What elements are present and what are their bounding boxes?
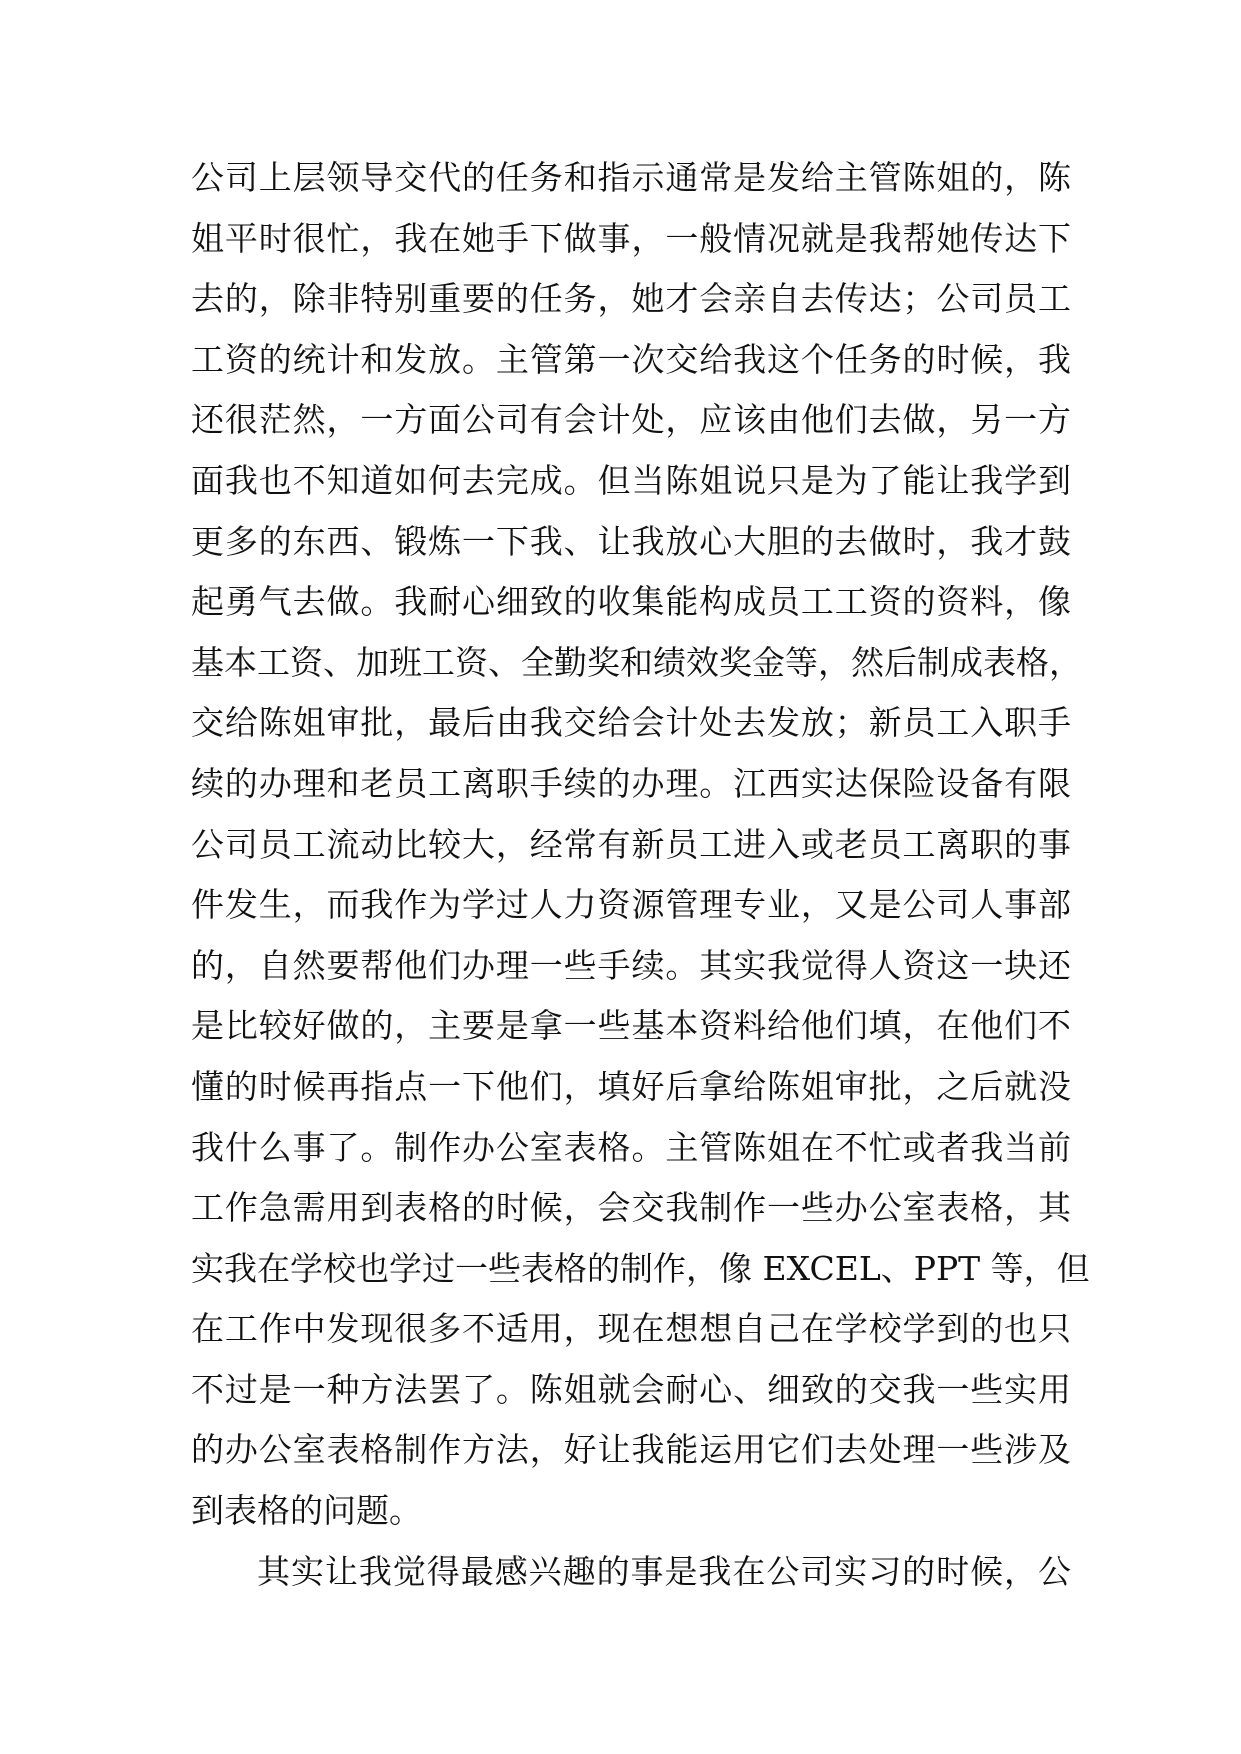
text-line: 公司员工流动比较大，经常有新员工进入或老员工离职的事	[191, 824, 1071, 864]
text-line: 面我也不知道如何去完成。但当陈姐说只是为了能让我学到	[191, 460, 1071, 500]
text-line: 在工作中发现很多不适用，现在想想自己在学校学到的也只	[191, 1309, 1071, 1349]
text-line: 去的，除非特别重要的任务，她才会亲自去传达；公司员工	[191, 279, 1071, 319]
text-line: 是比较好做的，主要是拿一些基本资料给他们填，在他们不	[191, 1006, 1071, 1046]
text-line: 的办公室表格制作方法，好让我能运用它们去处理一些涉及	[191, 1430, 1071, 1470]
text-line: 基本工资、加班工资、全勤奖和绩效奖金等，然后制成表格，	[191, 642, 1082, 682]
text-line: 工作急需用到表格的时候，会交我制作一些办公室表格，其	[191, 1188, 1071, 1228]
text-line: 还很茫然，一方面公司有会计处，应该由他们去做，另一方	[191, 400, 1071, 440]
text-line: 工资的统计和发放。主管第一次交给我这个任务的时候，我	[191, 339, 1071, 379]
paragraph	[191, 148, 1090, 1542]
text-line: 公司上层领导交代的任务和指示通常是发给主管陈姐的，陈	[191, 158, 1071, 197]
text-line: 更多的东西、锻炼一下我、让我放心大胆的去做时，我才鼓	[191, 521, 1071, 561]
text-line: 姐平时很忙，我在她手下做事，一般情况就是我帮她传达下	[191, 218, 1071, 258]
text-line: 起勇气去做。我耐心细致的收集能构成员工工资的资料，像	[191, 582, 1071, 622]
body-text	[191, 148, 1090, 1602]
text-line: 件发生，而我作为学过人力资源管理专业，又是公司人事部	[191, 885, 1071, 925]
text-line: 我什么事了。制作办公室表格。主管陈姐在不忙或者我当前	[191, 1127, 1071, 1167]
text-line: 到表格的问题。	[191, 1491, 422, 1531]
text-line: 续的办理和老员工离职手续的办理。江西实达保险设备有限	[191, 763, 1071, 803]
text-line: 不过是一种方法罢了。陈姐就会耐心、细致的交我一些实用	[191, 1369, 1071, 1409]
text-line: 懂的时候再指点一下他们，填好后拿给陈姐审批，之后就没	[191, 1066, 1071, 1106]
text-line: 交给陈姐审批，最后由我交给会计处去发放；新员工入职手	[191, 703, 1071, 743]
paragraph	[191, 1542, 1071, 1603]
text-line: 实我在学校也学过一些表格的制作，像 EXCEL、PPT 等，但	[191, 1248, 1090, 1288]
text-line: 的，自然要帮他们办理一些手续。其实我觉得人资这一块还	[191, 945, 1071, 985]
text-line: 其实让我觉得最感兴趣的事是我在公司实习的时候，公	[257, 1551, 1071, 1591]
